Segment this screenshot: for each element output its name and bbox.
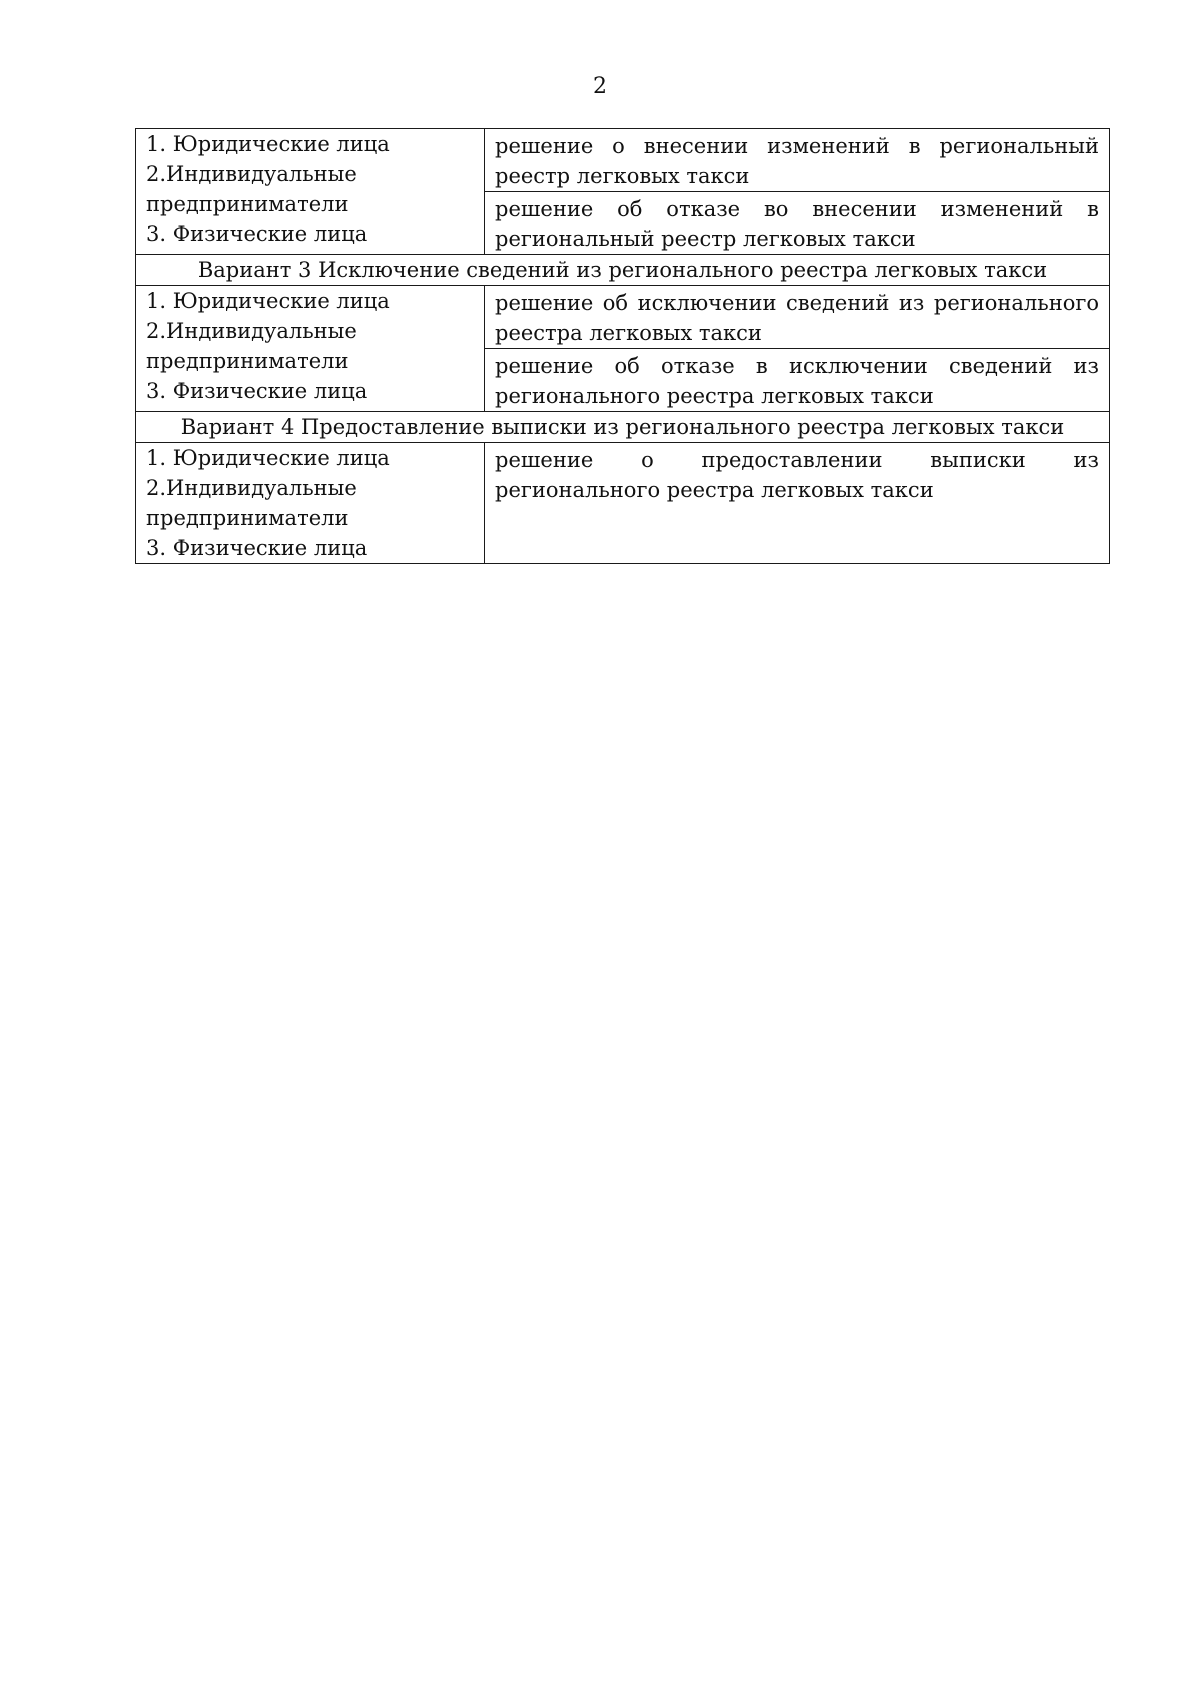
result-cell xyxy=(485,443,1110,564)
result-text: решение об отказе во внесении изменений в региональный реестр легковых такси xyxy=(495,197,1099,251)
applicant-legal-entities: 1. Юридические лица xyxy=(146,289,390,313)
applicants-cell xyxy=(136,286,485,412)
result-cell xyxy=(485,129,1110,192)
variant-heading-row xyxy=(136,412,1110,443)
applicant-entrepreneurs: 2.Индивидуальные xyxy=(146,319,357,343)
applicant-legal-entities: 1. Юридические лица xyxy=(146,446,390,470)
result-cell xyxy=(485,286,1110,349)
table-row xyxy=(136,443,1110,564)
table-row xyxy=(136,129,1110,192)
applicants-cell xyxy=(136,129,485,255)
applicant-entrepreneurs-cont: предприниматели xyxy=(146,192,349,216)
variants-table xyxy=(135,128,1110,564)
variant-heading-row xyxy=(136,255,1110,286)
applicant-entrepreneurs: 2.Индивидуальные xyxy=(146,476,357,500)
variant-4-heading: Вариант 4 Предоставление выписки из регионального реестра легковых такси xyxy=(136,412,1110,443)
result-text: решение об отказе в исключении сведений из регионального реестра легковых такси xyxy=(495,354,1099,408)
applicant-individuals: 3. Физические лица xyxy=(146,379,368,403)
result-cell xyxy=(485,349,1110,412)
result-text: решение о внесении изменений в региональный реестр легковых такси xyxy=(495,134,1099,188)
result-text: решение об исключении сведений из регионального реестра легковых такси xyxy=(495,291,1099,345)
applicant-entrepreneurs-cont: предприниматели xyxy=(146,349,349,373)
variant-3-heading: Вариант 3 Исключение сведений из регионального реестра легковых такси xyxy=(136,255,1110,286)
applicant-entrepreneurs: 2.Индивидуальные xyxy=(146,162,357,186)
result-text: решение о предоставлении выписки из регионального реестра легковых такси xyxy=(495,448,1099,502)
result-cell xyxy=(485,192,1110,255)
applicant-entrepreneurs-cont: предприниматели xyxy=(146,506,349,530)
page-number: 2 xyxy=(593,74,607,99)
applicant-individuals: 3. Физические лица xyxy=(146,222,368,246)
table-row xyxy=(136,286,1110,349)
applicant-individuals: 3. Физические лица xyxy=(146,536,368,560)
applicants-cell xyxy=(136,443,485,564)
applicant-legal-entities: 1. Юридические лица xyxy=(146,132,390,156)
